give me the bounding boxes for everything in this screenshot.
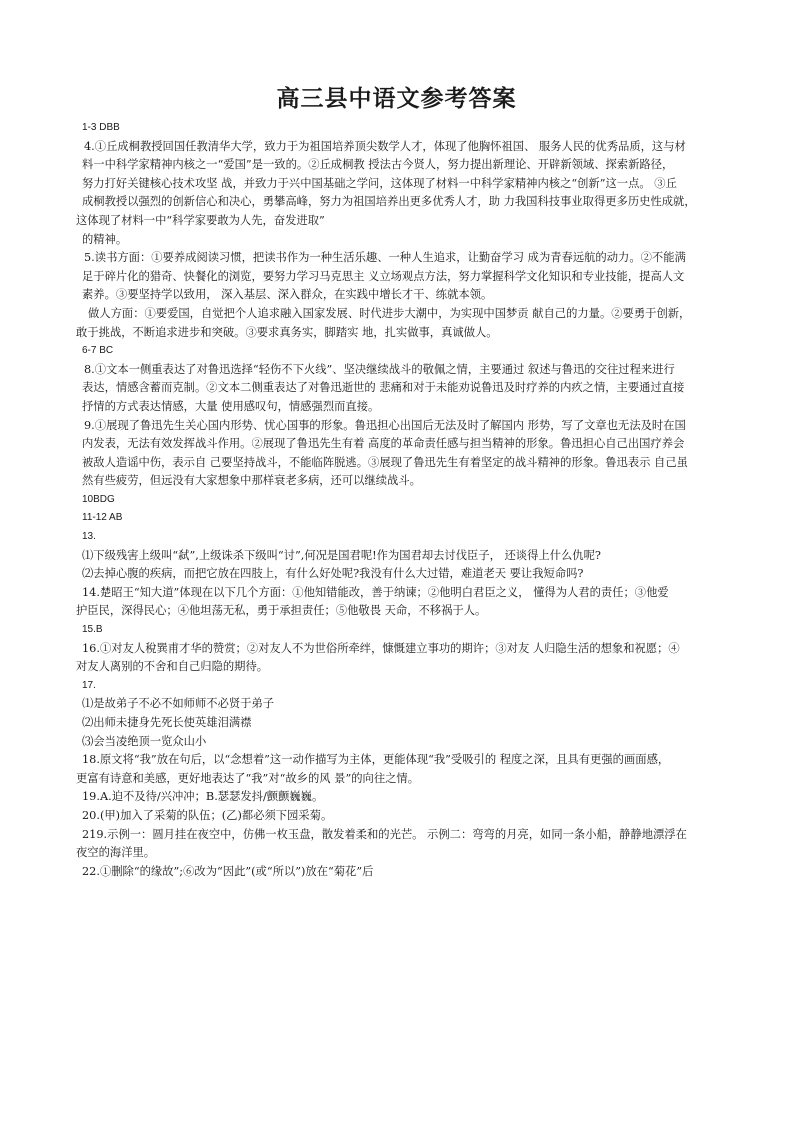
answer-line: 更富有诗意和美感，更好地表达了“我”对“故乡的风 景”的向往之情。 [76,771,420,785]
answer-line: 素养。③要坚持学以致用， 深入基层、深入群众，在实践中增长才干、练就本领。 [82,288,493,302]
answer-line: 10BDG [82,493,115,505]
answer-line: 9.①展现了鲁迅先生关心国内形势、忧心国事的形象。鲁迅担心出国后无法及时了解国内 形势，写了文章也无法及时在国 [84,418,686,432]
answer-line: 6-7 BC [82,345,114,357]
answer-line: 13. [82,531,96,543]
answer-line: 夜空的海洋里。 [76,846,156,860]
answer-line: 对友人离别的不舍和自己归隐的期待。 [76,660,269,674]
answer-line: 做人方面：①要爱国，自觉把个人追求融入国家发展、时代进步大潮中，为实现中国梦贡 献自己的力量。②要勇于创新， [88,306,691,320]
answer-line: 足于碎片化的猎奇、快餐化的浏览，要努力学习马克思主 义立场观点方法，努力掌握科学文化知识和专业技能，提高人文 [82,269,685,283]
answer-line: ⑵去掉心腹的疾病，而把它放在四肢上，有什么好处呢?我没有什么大过错，难道老天 要让我短命吗? [82,567,584,581]
answer-line: ⑴下级残害上级叫“弑”,上级诛杀下级叫“讨”,何况是国君呢!作为国君却去讨伐臣子， 还谈得上什么仇呢? [82,548,601,562]
answer-line: 被敌人造谣中伤，表示自 己要坚持战斗，不能临阵脱逃。③展现了鲁迅先生有着坚定的战斗精神的形象。鲁迅表示 自己虽 [82,455,688,469]
answer-line: 8.①文本一侧重表达了对鲁迅选择“轻伤不下火线”、坚决继续战斗的敬佩之情，主要通过 叙述与鲁迅的交往过程来进行 [84,362,675,376]
answer-line: 17. [82,679,96,691]
page-title: 高三县中语文参考答案 [276,86,517,112]
answer-line: 20.(甲)加入了采菊的队伍；(乙)都必须下园采菊。 [82,808,333,822]
answer-line: ⑶会当凌绝顶一览众山小 [82,734,207,748]
answer-line: 5.读书方面：①要养成阅读习惯，把读书作为一种生活乐趣、一种人生追求，让勤奋学习 成为青春远航的动力。②不能满 [84,251,686,265]
answer-content [76,119,728,881]
answer-line: 16.①对友人稅巽甫才华的赞赏；②对友人不为世俗所牵绊，慷慨建立事功的期许；③对友 人归隐生活的想象和祝愿；④ [82,641,680,655]
answer-line: 19.A.迫不及待/兴冲冲；B.瑟瑟发抖/颤颤巍巍。 [82,790,324,804]
answer-line: 努力打好关键核心技术攻坚 战，并致力于兴中国基础之学问，这体现了材料一中科学家精神内核之“创新”这一点。 ③丘 [82,176,677,190]
answer-line: 4.①丘成桐教授回国任教清华大学，致力于为祖国培养顶尖数学人才，体现了他胸怀祖国、 服务人民的优秀品质，这与材 [84,139,686,153]
answer-line: 这体现了材料一中“科学家要敢为人先，奋发进取” [76,213,325,227]
answer-line: 料一中科学家精神内核之一“爱国”是一致的。②丘成桐教 授法古今贤人，努力提出新理论、开辟新领域、探索新路径， [82,158,674,172]
answer-line: 敢于挑战，不断追求进步和突破。③要求真务实，脚踏实 地，扎实做事，真诚做人。 [76,325,498,339]
answer-line: ⑴是故弟子不必不如师师不必贤于弟子 [82,697,275,711]
answer-line: 22.①删除“的缘故”;⑥改为“因此”(或“所以”)放在“菊花”后 [82,864,374,878]
answer-line: 然有些疲劳，但远没有大家想象中那样衰老多病，还可以继续战斗。 [82,474,421,488]
answer-line: 14.楚昭王“知大道”体现在以下几个方面：①他知错能改，善于纳谏；②他明白君臣之义， 懂得为人君的责任；③他爱 [82,585,669,599]
answer-line: ⑵出师未捷身先死长使英雄泪满襟 [82,716,252,729]
answer-line: 219.示例一：圆月挂在夜空中，仿佛一枚玉盘，散发着柔和的光芒。 示例二：弯弯的月亮，如同一条小船，静静地漂浮在 [82,827,687,841]
answer-line: 护臣民，深得民心；④他坦荡无私，勇于承担责任；⑤他敬畏 天命，不移祸于人。 [76,604,487,618]
answer-line: 成桐教授以强烈的创新信心和决心，勇攀高峰，努力为祖国培养出更多优秀人才，助 力我国科技事业取得更多历史性成就， [82,195,696,209]
answer-line: 18.原文将“我”放在句后，以“念想着”这一动作描写为主体，更能体现“我”受吸引的 程度之深，且具有更强的画面感， [82,753,670,767]
answer-line: 表达，情感含蓄而克制。②文本二侧重表达了对鲁迅逝世的 悲痛和对于未能劝说鲁迅及时疗养的内疚之情，主要通过直接 [82,381,685,395]
answer-line: 11-12 AB [82,512,123,524]
answer-line: 的精神。 [82,232,128,246]
answer-line: 抒情的方式表达情感，大量 使用感叹句，情感强烈而直接。 [82,399,380,413]
answer-line: 内发表，无法有效发挥战斗作用。②展现了鲁迅先生有着 高度的革命责任感与担当精神的形象。鲁迅担心自己出国疗养会 [82,437,685,451]
answer-line: 15.B [82,624,103,636]
answer-line: 1-3 DBB [82,122,120,133]
